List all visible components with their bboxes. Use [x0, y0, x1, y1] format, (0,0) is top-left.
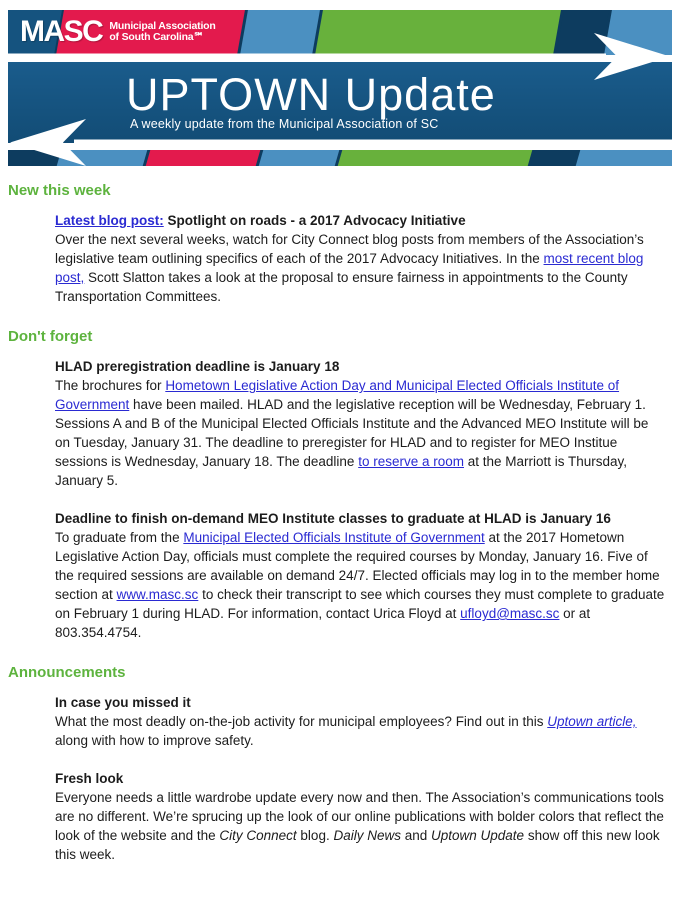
text-segment: What the most deadly on-the-job activity for municipal employees? Find out in this	[55, 714, 548, 729]
inline-link[interactable]: most recent blog post,	[55, 251, 644, 285]
inline-link[interactable]: Hometown Legislative Action Day and Municipal Elected Officials Institute of Government	[55, 378, 620, 412]
item-body	[55, 230, 665, 306]
text-segment: Daily News	[333, 828, 401, 843]
color-block	[146, 150, 261, 166]
item-body	[55, 528, 665, 642]
text-segment: blog.	[296, 828, 334, 843]
section-heading: Don't forget	[8, 328, 93, 345]
inline-link[interactable]: Municipal Elected Officials Institute of Government	[183, 530, 485, 545]
item-title	[55, 769, 665, 788]
inline-link[interactable]: to reserve a room	[358, 454, 464, 469]
logo-name	[109, 21, 215, 44]
section-announcements	[8, 664, 670, 864]
item-body	[55, 712, 665, 750]
text-segment: Scott Slatton takes a look at the proposal to ensure fairness in appointments to the County Transportation Committees.	[55, 270, 628, 304]
news-item	[55, 211, 665, 306]
text-segment: and	[400, 828, 431, 843]
color-block	[315, 10, 561, 55]
inline-link[interactable]: Uptown article,	[547, 714, 637, 729]
item-title	[55, 211, 665, 230]
section-dont-forget	[8, 328, 670, 642]
text-segment: Over the next several weeks, watch for City Connect blog posts from members of the Association’s legislative team outlining specifics of each of the 2017 Advocacy Initiatives. In the	[55, 232, 644, 266]
section-new-this-week	[8, 182, 670, 306]
color-block	[259, 150, 340, 166]
text-segment: To graduate from the	[55, 530, 184, 545]
item-body	[55, 376, 665, 490]
text-segment: at the Marriott is Thursday, January 5.	[55, 454, 628, 488]
inline-link[interactable]: www.masc.sc	[116, 587, 199, 602]
item-body	[55, 788, 665, 864]
text-segment: along with how to improve safety.	[55, 733, 254, 748]
newsletter-body	[0, 182, 680, 900]
color-block	[8, 150, 58, 166]
item-title	[55, 357, 665, 376]
text-segment: show off this new look this week.	[55, 828, 660, 862]
bottom-color-strip	[8, 150, 672, 166]
text-segment: HLAD preregistration deadline is January 18	[55, 359, 340, 374]
section-heading: New this week	[8, 182, 111, 199]
newsletter-header	[0, 0, 680, 166]
color-block	[556, 10, 609, 55]
color-block	[576, 150, 672, 166]
text-segment: The brochures for	[55, 378, 166, 393]
news-item	[55, 769, 665, 864]
logo-name-line1: Municipal Association	[109, 19, 216, 32]
text-segment: Uptown Update	[431, 828, 525, 843]
inline-link[interactable]: ufloyd@masc.sc	[460, 606, 560, 621]
color-block	[604, 10, 672, 55]
text-segment: Everyone needs a little wardrobe update every now and then. The Association’s communications tools are no different. We’re sprucing up the look of our online publications with bolder colors that reflect the look of the website and the	[55, 790, 664, 843]
color-block	[531, 150, 578, 166]
text-segment: City Connect	[219, 828, 297, 843]
logo-name-line2: of South Carolina℠	[109, 31, 204, 43]
item-title	[55, 693, 665, 712]
color-block	[338, 150, 533, 166]
section-heading: Announcements	[8, 664, 126, 681]
text-segment: Spotlight on roads - a 2017 Advocacy Initiative	[163, 213, 466, 228]
masc-logo	[8, 10, 258, 55]
text-segment: Fresh look	[55, 771, 124, 786]
banner	[8, 62, 672, 143]
newsletter-subtitle: A weekly update from the Municipal Association of SC	[130, 117, 439, 131]
text-segment: to check their transcript to see which courses they must complete to graduate on February 1 during HLAD. For information, contact Urica Floyd at	[55, 587, 665, 621]
logo-acronym: MASC	[20, 15, 103, 48]
inline-link[interactable]: Latest blog post:	[55, 213, 164, 228]
news-item	[55, 357, 665, 490]
item-title	[55, 509, 665, 528]
text-segment: at the 2017 Hometown Legislative Action Day, officials must complete the required courses by Monday, January 16. Five of the required sessions are available on demand 24/7. Elected officials may log in to the member home section at	[55, 530, 660, 602]
newsletter-title: UPTOWN Update	[126, 69, 496, 120]
news-item	[55, 509, 665, 642]
news-item	[55, 693, 665, 750]
text-segment: have been mailed. HLAD and the legislative reception will be Wednesday, February 1. Sessions A and B of the Municipal Elected Officials Institute and the Advanced MEO Institute will be on Tuesday, January 31. The deadline to preregister for HLAD and to register for MEO Institue sessions is Wednesday, January 18. The deadline	[55, 397, 649, 469]
text-segment: Deadline to finish on-demand MEO Institute classes to graduate at HLAD is January 16	[55, 511, 611, 526]
text-segment: In case you missed it	[55, 695, 191, 710]
text-segment: or at 803.354.4754.	[55, 606, 591, 640]
color-block	[57, 150, 148, 166]
